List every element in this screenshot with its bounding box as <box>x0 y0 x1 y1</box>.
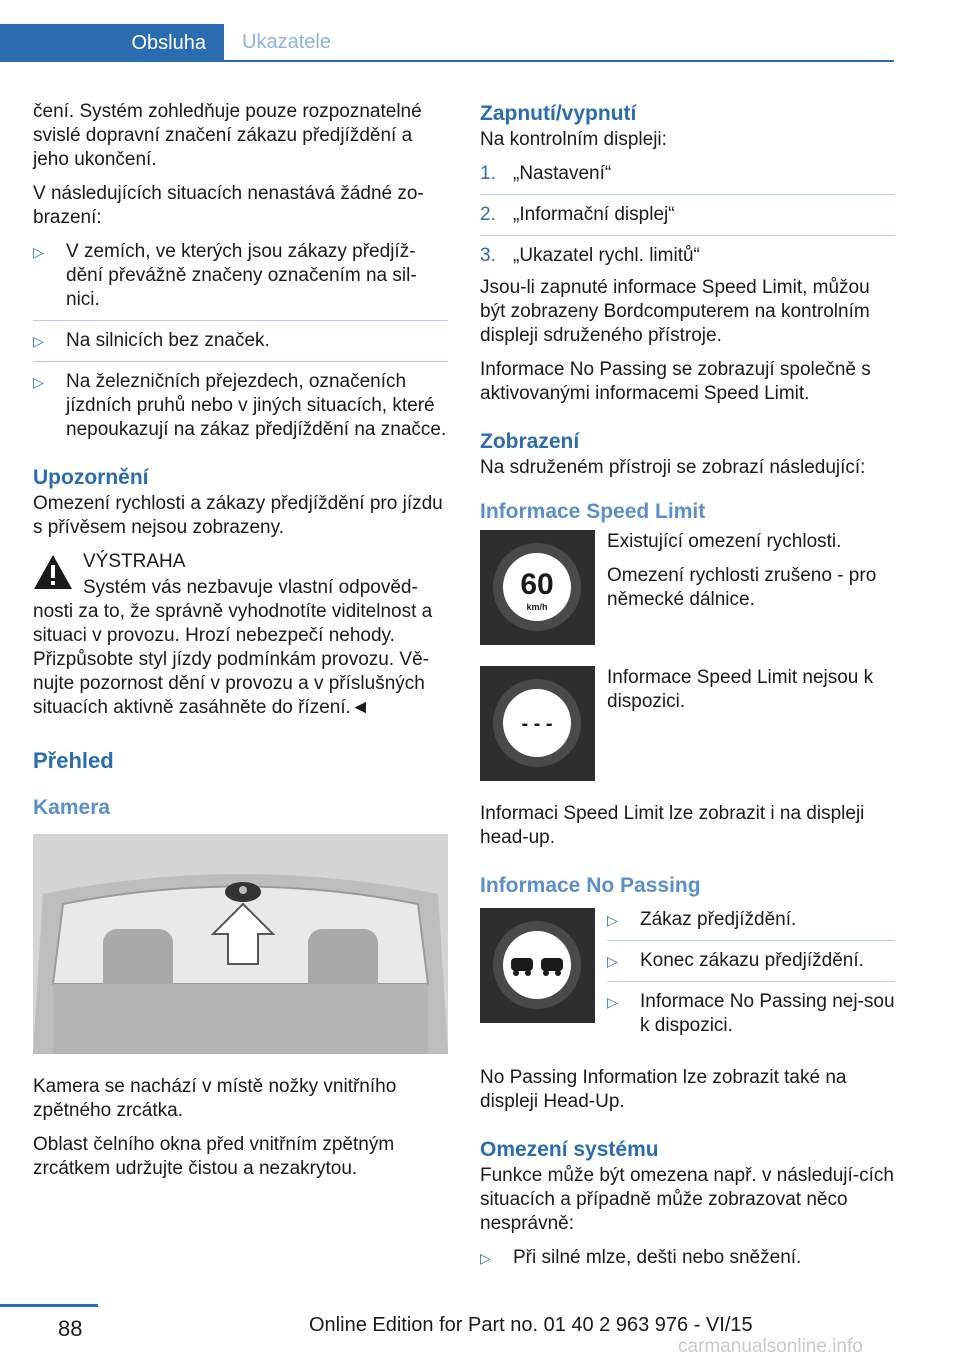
paragraph-speed-2: Informace No Passing se zobrazují společně s aktivovanými informacemi Speed Limit. <box>480 359 871 404</box>
heading-kamera: Kamera <box>33 796 111 819</box>
no-passing-list <box>607 908 895 1046</box>
left-column <box>33 100 448 1191</box>
heading-prehled: Přehled <box>33 748 114 773</box>
triangle-bullet-icon: ▷ <box>607 953 618 969</box>
svg-text:km/h: km/h <box>526 602 548 612</box>
speed-limit-unavailable-icon <box>480 666 595 781</box>
speed-limit-na-description: Informace Speed Limit nejsou k dispozici. <box>607 667 874 712</box>
paragraph-situations: V následujících situacích nenastává žádné zo‐brazení: <box>33 183 424 228</box>
paragraph-kamera-1: Kamera se nachází v místě nožky vnitřního zpětného zrcátka. <box>33 1076 397 1121</box>
paragraph-zobrazeni: Na sdruženém přístroji se zobrazí následující: <box>480 457 866 478</box>
svg-text:60: 60 <box>520 568 554 601</box>
heading-no-passing: Informace No Passing <box>480 874 701 897</box>
list-item: 3. „Ukazatel rychl. limitů“ <box>480 245 700 266</box>
list-item: 1. „Nastavení“ <box>480 162 895 195</box>
list-item: ▷ Při silné mlze, dešti nebo sněžení. <box>480 1247 802 1268</box>
heading-upozorneni: Upozornění <box>33 466 149 489</box>
paragraph-omezeni: Funkce může být omezena např. v následují‐cích situacích a případně může zobrazovat něco nesprávně: <box>480 1165 894 1234</box>
paragraph-speed-1: Jsou-li zapnuté informace Speed Limit, můžou být zobrazeny Bordcomputerem na kontrolním displeji sdruženého přístroje. <box>480 277 870 346</box>
heading-speed-limit: Informace Speed Limit <box>480 500 706 523</box>
list-item: ▷ Zákaz předjíždění. <box>607 908 895 941</box>
warning-triangle-icon <box>33 554 73 590</box>
triangle-bullet-icon: ▷ <box>607 994 618 1010</box>
list-item: ▷ Na silnicích bez značek. <box>33 329 448 362</box>
triangle-bullet-icon: ▷ <box>33 374 44 390</box>
no-passing-sign-row <box>480 908 895 1046</box>
heading-zapnuti: Zapnutí/vypnutí <box>480 102 637 125</box>
steps-list <box>480 162 895 268</box>
list-item: ▷ V zemích, ve kterých jsou zákazy předjíž‐dění převážně značeny označením na sil‐nici. <box>33 240 448 321</box>
camera-location-image <box>33 834 448 1054</box>
heading-omezeni: Omezení systému <box>480 1138 659 1161</box>
paragraph-zapnuti: Na kontrolním displeji: <box>480 129 667 150</box>
footer-rule <box>0 1304 98 1307</box>
warning-block <box>33 550 448 574</box>
omezeni-list <box>480 1246 895 1278</box>
list-item: ▷ Informace No Passing nej‐sou k dispozici. <box>607 991 895 1036</box>
warning-text: Systém vás nezbavuje vlastní odpověd‐nosti za to, že správně vyhodnotíte viditelnost a situaci v provozu. Hrozí nebezpečí nehody. Přizpůsobte styl jízdy podmínkám provozu. Vě‐nujte pozornost dění v provozu a v příslušných situacích aktivně zasáhněte do řízení. <box>33 577 433 718</box>
page-number: 88 <box>58 1316 83 1341</box>
list-item: ▷ Konec zákazu předjíždění. <box>607 949 895 982</box>
edition-label: Online Edition for Part no. 01 40 2 963 976 - VI/15 <box>309 1314 753 1336</box>
paragraph-no-passing: No Passing Information lze zobrazit také na displeji Head-Up. <box>480 1067 847 1112</box>
speed-limit-sign-icon <box>480 530 595 645</box>
triangle-bullet-icon: ▷ <box>33 333 44 349</box>
paragraph-upozorneni: Omezení rychlosti a zákazy předjíždění pro jízdu s přívěsem nejsou zobrazeny. <box>33 493 443 538</box>
no-passing-description <box>607 908 895 1046</box>
triangle-bullet-icon: ▷ <box>480 1250 491 1266</box>
list-item: ▷ Na železničních přejezdech, označeních jízdních pruhů nebo v jiných situacích, které nepoukazují na zákaz předjíždění na značce. <box>33 371 447 440</box>
right-column <box>480 100 895 1286</box>
heading-zobrazeni: Zobrazení <box>480 430 580 453</box>
warning-paragraph <box>33 576 448 720</box>
speed-limit-na-sign-row <box>480 666 895 782</box>
triangle-bullet-icon: ▷ <box>33 244 44 260</box>
speed-limit-sign-row <box>480 530 895 646</box>
end-marker: ◄ <box>350 697 370 718</box>
svg-text:- - -: - - - <box>521 713 553 735</box>
tab-ukazatele[interactable]: Ukazatele <box>224 24 894 62</box>
speed-limit-description: Existující omezení rychlosti. Omezení rychlosti zrušeno - pro německé dálnice. <box>607 531 877 610</box>
tab-obsluha[interactable]: Obsluha <box>0 24 224 62</box>
paragraph-intro: čení. Systém zohledňuje pouze rozpoznatelné svislé dopravní značení zákazu předjíždění a jeho ukončení. <box>33 101 422 170</box>
no-passing-sign-icon <box>480 908 595 1023</box>
triangle-bullet-icon: ▷ <box>607 912 618 928</box>
watermark: carmanualsonline.info <box>678 1336 863 1357</box>
header-tabs <box>0 24 894 62</box>
paragraph-kamera-2: Oblast čelního okna před vnitřním zpětným zrcátkem udržujte čistou a nezakrytou. <box>33 1134 395 1179</box>
warning-title: VÝSTRAHA <box>83 551 186 572</box>
list-item: 2. „Informační displej“ <box>480 203 895 236</box>
situations-list <box>33 240 448 450</box>
paragraph-headup: Informaci Speed Limit lze zobrazit i na displeji head-up. <box>480 803 865 848</box>
